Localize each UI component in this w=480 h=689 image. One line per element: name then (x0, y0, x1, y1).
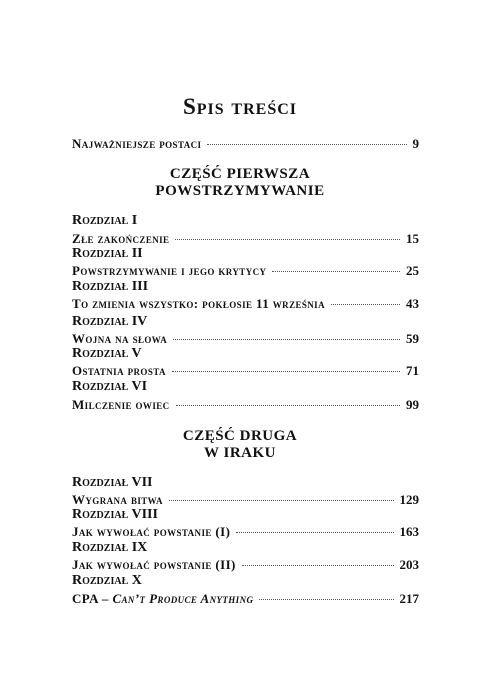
dot-leader (176, 405, 400, 406)
entry-page: 43 (406, 296, 419, 311)
toc-entry (72, 397, 419, 413)
part-heading-1 (0, 166, 480, 200)
toc-entry (72, 591, 419, 607)
entry-page: 9 (412, 136, 419, 151)
toc-entry (72, 231, 419, 247)
entry-page: 25 (406, 263, 419, 278)
part-title: W IRAKU (204, 445, 276, 461)
toc-entry (72, 492, 419, 508)
entry-title (72, 591, 253, 607)
chapter-label: Rozdział VII (72, 475, 153, 490)
entry-page: 217 (399, 591, 419, 606)
entry-title: Jak wywołać powstanie (II) (72, 557, 236, 572)
chapter-label: Rozdział X (72, 573, 142, 588)
dot-leader (236, 532, 393, 533)
entry-page: 163 (399, 524, 419, 539)
chapter-label: Rozdział IV (72, 314, 148, 329)
entry-page: 71 (406, 363, 419, 378)
dot-leader (173, 339, 400, 340)
dot-leader (175, 239, 400, 240)
part-title: POWSTRZYMYWANIE (155, 183, 325, 199)
chapter-label: Rozdział VI (72, 379, 148, 394)
entry-title: Wojna na słowa (72, 331, 168, 346)
dot-leader (259, 599, 393, 600)
entry-title: Złe zakończenie (72, 231, 170, 246)
entry-page: 203 (399, 557, 419, 572)
entry-title: Wygrana bitwa (72, 492, 163, 507)
toc-entry (72, 557, 419, 573)
toc-entry (72, 524, 419, 540)
toc-entry-front (72, 136, 419, 152)
entry-title: To zmienia wszystko: pokłosie 11 września (72, 296, 325, 311)
dot-leader (331, 304, 400, 305)
entry-title: Ostatnia prosta (72, 363, 166, 378)
entry-title-prefix: CPA – (72, 591, 113, 606)
toc-entry (72, 363, 419, 379)
chapter-label: Rozdział II (72, 246, 143, 261)
dot-leader (242, 565, 394, 566)
entry-title-italic: Can’t Produce Anything (112, 591, 254, 606)
entry-page: 129 (399, 492, 419, 507)
chapter-label: Rozdział V (72, 346, 142, 361)
entry-page: 99 (406, 397, 419, 412)
entry-title: Najważniejsze postaci (72, 136, 202, 151)
dot-leader (272, 271, 400, 272)
part-heading-2 (0, 428, 480, 462)
entry-page: 15 (406, 231, 419, 246)
entry-title: Powstrzymywanie i jego krytycy (72, 263, 267, 278)
toc-entry (72, 263, 419, 279)
dot-leader (207, 144, 406, 145)
chapter-label: Rozdział I (72, 213, 138, 228)
chapter-label: Rozdział VIII (72, 507, 158, 522)
part-number: CZĘŚĆ DRUGA (182, 428, 298, 444)
chapter-label: Rozdział IX (72, 540, 148, 555)
chapter-label: Rozdział III (72, 279, 149, 294)
part-number: CZĘŚĆ PIERWSZA (169, 166, 311, 182)
entry-page: 59 (406, 331, 419, 346)
dot-leader (172, 371, 400, 372)
entry-title: Milczenie owiec (72, 397, 170, 412)
toc-entry (72, 331, 419, 347)
entry-title: Jak wywołać powstanie (I) (72, 524, 231, 539)
dot-leader (169, 500, 394, 501)
page-title: Spis treści (182, 94, 298, 119)
toc-entry (72, 296, 419, 312)
